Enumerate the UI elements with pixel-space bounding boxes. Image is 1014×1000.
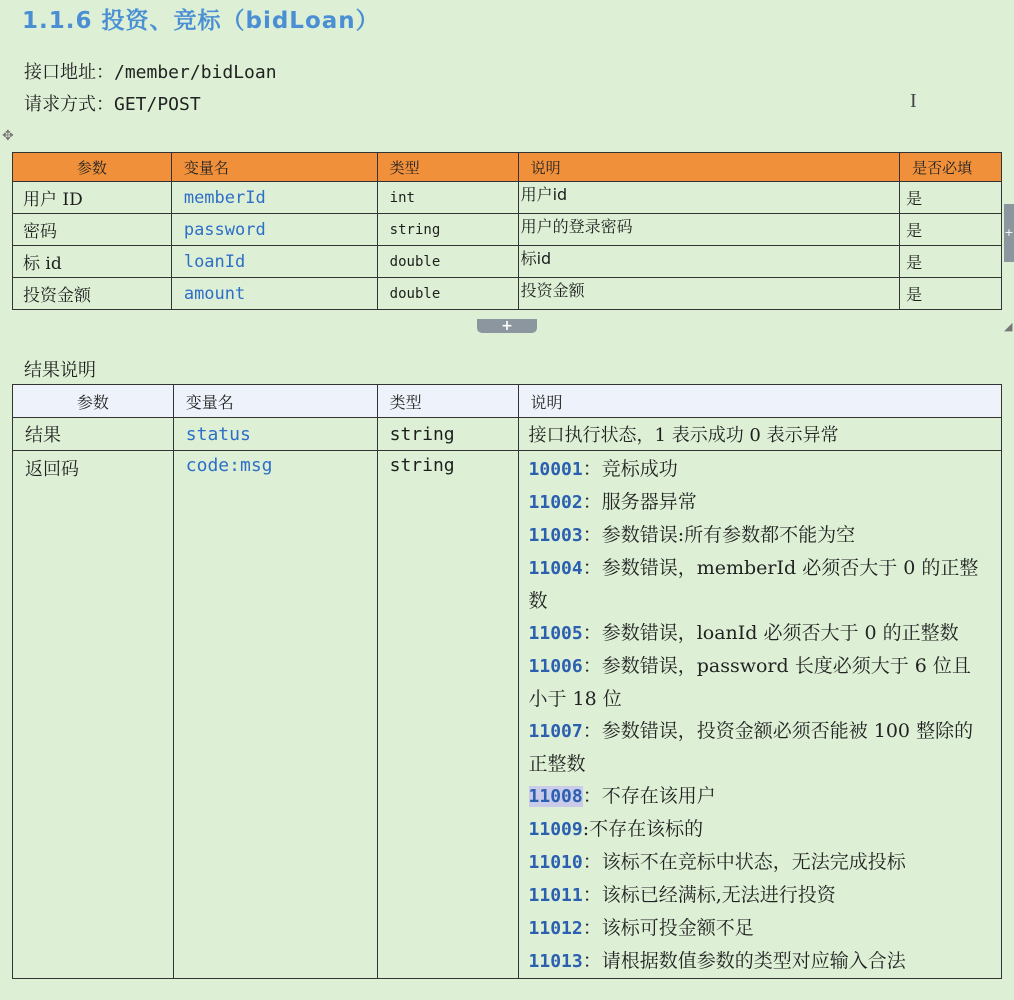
required-cell[interactable]: 是: [900, 246, 1002, 278]
code-number: 10001: [528, 459, 583, 480]
code-message: 不存在该用户: [601, 785, 716, 807]
code-number: 11007: [528, 721, 583, 742]
var-name[interactable]: status: [173, 418, 377, 451]
return-code-item: [529, 879, 989, 912]
param-name[interactable]: 标 id: [13, 246, 172, 278]
code-separator: :: [582, 818, 590, 840]
header-cell: 变量名: [173, 385, 377, 418]
code-message: 该标不在竞标中状态，无法完成投标: [601, 851, 906, 873]
code-separator: ：: [582, 622, 602, 644]
table-row: [13, 278, 1002, 310]
code-separator: ：: [582, 655, 602, 677]
return-code-item: [529, 715, 989, 780]
code-message: 竞标成功: [601, 458, 678, 480]
code-separator: ：: [582, 950, 602, 972]
desc-cell[interactable]: 用户的登录密码: [518, 214, 900, 246]
code-number: 11011: [528, 885, 583, 906]
result-table: [12, 384, 1002, 979]
code-message: 服务器异常: [601, 491, 697, 513]
code-message: 该标已经满标,无法进行投资: [601, 884, 836, 906]
param-name[interactable]: 用户 ID: [13, 182, 172, 214]
header-cell: 类型: [377, 385, 518, 418]
code-separator: ：: [582, 785, 602, 807]
code-number-highlighted: 11008: [528, 786, 583, 807]
type-cell[interactable]: int: [377, 182, 518, 214]
code-separator: ：: [582, 884, 602, 906]
code-separator: ：: [582, 524, 602, 546]
return-code-item: [529, 780, 989, 813]
code-separator: ：: [582, 851, 602, 873]
param-name[interactable]: 结果: [13, 418, 174, 451]
table-row: [13, 182, 1002, 214]
table-resize-handle-icon[interactable]: ◢: [1004, 320, 1013, 333]
var-name[interactable]: amount: [171, 278, 377, 310]
code-message: 请根据数值参数的类型对应输入合法: [601, 950, 906, 972]
code-number: 11005: [528, 623, 583, 644]
param-name[interactable]: 密码: [13, 214, 172, 246]
return-code-item: [529, 519, 989, 552]
code-number: 11003: [528, 525, 583, 546]
header-cell: 参数: [13, 385, 174, 418]
code-message: 参数错误:所有参数都不能为空: [601, 524, 856, 546]
param-table: [12, 152, 1002, 310]
code-number: 11009: [528, 819, 583, 840]
return-code-item: [529, 912, 989, 945]
code-separator: ：: [582, 917, 602, 939]
header-cell: 说明: [518, 153, 900, 182]
code-message: 参数错误，投资金额必须否能被 100 整除的正整数: [528, 720, 974, 775]
add-column-button[interactable]: +: [1004, 204, 1014, 262]
type-cell[interactable]: string: [377, 418, 518, 451]
endpoint-line: [24, 58, 277, 84]
text-cursor-icon: I: [910, 90, 917, 112]
method-value: GET/POST: [114, 94, 201, 115]
table-row: [13, 451, 1002, 979]
param-name[interactable]: 返回码: [13, 451, 174, 979]
param-name[interactable]: 投资金额: [13, 278, 172, 310]
method-line: [24, 90, 201, 116]
header-cell: 是否必填: [900, 153, 1002, 182]
code-number: 11010: [528, 852, 583, 873]
endpoint-label: 接口地址：: [24, 62, 114, 83]
endpoint-value: /member/bidLoan: [114, 62, 277, 83]
code-message: 参数错误，memberId 必须否大于 0 的正整数: [528, 557, 979, 612]
type-cell[interactable]: double: [377, 278, 518, 310]
required-cell[interactable]: 是: [900, 214, 1002, 246]
var-name[interactable]: code:msg: [173, 451, 377, 979]
code-separator: ：: [582, 458, 602, 480]
code-message: 参数错误，password 长度必须大于 6 位且小于 18 位: [528, 655, 971, 710]
result-table-header: [13, 385, 1002, 418]
var-name[interactable]: loanId: [171, 246, 377, 278]
code-number: 11006: [528, 656, 583, 677]
type-cell[interactable]: double: [377, 246, 518, 278]
desc-cell[interactable]: 投资金额: [518, 278, 900, 310]
return-code-item: [529, 945, 989, 978]
return-code-item: [529, 486, 989, 519]
required-cell[interactable]: 是: [900, 278, 1002, 310]
type-cell[interactable]: string: [377, 214, 518, 246]
return-code-item: [529, 453, 989, 486]
return-code-item: [529, 650, 989, 715]
param-table-header: [13, 153, 1002, 182]
code-separator: ：: [582, 720, 602, 742]
section-heading: 1.1.6 投资、竞标（bidLoan）: [22, 8, 380, 34]
return-code-item: [529, 552, 989, 617]
type-cell[interactable]: string: [377, 451, 518, 979]
header-cell: 类型: [377, 153, 518, 182]
result-section-label: 结果说明: [24, 360, 96, 381]
desc-cell[interactable]: 用户id: [518, 182, 900, 214]
code-number: 11013: [528, 951, 583, 972]
desc-cell[interactable]: 接口执行状态，1 表示成功 0 表示异常: [518, 418, 1001, 451]
return-code-item: [529, 617, 989, 650]
code-message: 该标可投金额不足: [601, 917, 754, 939]
code-number: 11004: [528, 558, 583, 579]
table-row: [13, 418, 1002, 451]
header-cell: 说明: [518, 385, 1001, 418]
return-code-list[interactable]: [518, 451, 1001, 979]
code-number: 11002: [528, 492, 583, 513]
return-code-item: [529, 813, 989, 846]
var-name[interactable]: password: [171, 214, 377, 246]
return-code-item: [529, 846, 989, 879]
code-separator: ：: [582, 491, 602, 513]
table-row: [13, 246, 1002, 278]
header-cell: 变量名: [171, 153, 377, 182]
var-name[interactable]: memberId: [171, 182, 377, 214]
header-cell: 参数: [13, 153, 172, 182]
code-message: 参数错误，loanId 必须否大于 0 的正整数: [601, 622, 959, 644]
add-row-button[interactable]: +: [477, 319, 537, 333]
code-message: 不存在该标的: [589, 818, 704, 840]
required-cell[interactable]: 是: [900, 182, 1002, 214]
table-row: [13, 214, 1002, 246]
desc-cell[interactable]: 标id: [518, 246, 900, 278]
method-label: 请求方式：: [24, 94, 114, 115]
code-separator: ：: [582, 557, 602, 579]
code-number: 11012: [528, 918, 583, 939]
table-move-handle-icon[interactable]: ✥: [2, 128, 14, 144]
